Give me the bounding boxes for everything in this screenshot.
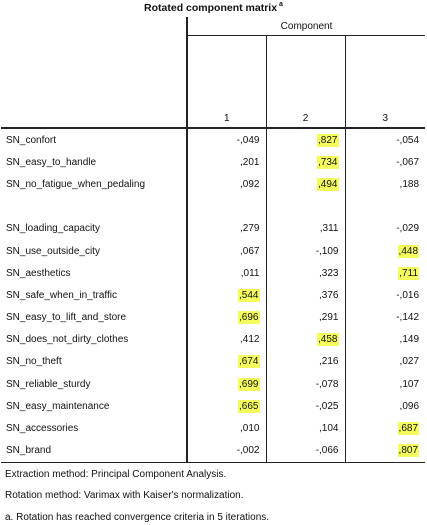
loading-cell-component-2 — [266, 307, 345, 329]
loading-value: ,149 — [399, 334, 420, 346]
loading-value: -,109 — [315, 245, 339, 257]
table-row — [1, 329, 425, 351]
loading-value: ,323 — [319, 267, 339, 279]
header-corner-cell-lower — [1, 36, 187, 129]
table-row — [1, 395, 425, 417]
loading-value: ,279 — [240, 223, 260, 235]
loading-value: ,067 — [240, 245, 260, 257]
loading-cell-component-2 — [266, 151, 345, 173]
header-row-columns — [1, 36, 425, 129]
loading-cell-component-3 — [345, 284, 425, 306]
loading-value: ,711 — [399, 267, 419, 279]
loading-cell-component-2 — [266, 395, 345, 417]
loading-value: ,699 — [239, 378, 259, 390]
loading-value: ,458 — [318, 334, 338, 346]
loading-cell-component-1 — [187, 329, 266, 351]
table-title — [0, 1, 427, 15]
loading-value: ,687 — [398, 423, 419, 435]
loading-value: -,067 — [396, 156, 420, 168]
row-label: SN_easy_to_handle — [1, 151, 187, 173]
loading-value: -,016 — [396, 289, 420, 301]
loading-cell-component-1 — [187, 240, 266, 262]
row-label: SN_aesthetics — [1, 262, 187, 284]
loading-value: ,665 — [239, 400, 259, 412]
loading-value: ,311 — [319, 223, 339, 235]
loading-cell-component-1 — [187, 173, 266, 195]
loading-value: ,107 — [399, 378, 420, 390]
row-label: SN_does_not_dirty_clothes — [1, 329, 187, 351]
row-label: SN_loading_capacity — [1, 218, 187, 240]
table-row — [1, 151, 425, 173]
loading-cell-component-1 — [187, 307, 266, 329]
table-row — [1, 240, 425, 262]
row-label: SN_confort — [1, 128, 187, 151]
loading-value: -,066 — [315, 445, 339, 457]
footnote-rotation-method: Rotation method: Varimax with Kaiser's normalization. — [5, 490, 244, 501]
loading-cell-component-2 — [266, 128, 345, 151]
footnote-convergence: a. Rotation has reached convergence criteria in 5 iterations. — [5, 512, 270, 523]
row-label: SN_accessories — [1, 417, 187, 439]
loading-cell-component-2 — [266, 173, 345, 195]
loading-cell-component-3 — [345, 395, 425, 417]
loading-cell-component-3 — [345, 417, 425, 439]
loading-cell-component-1 — [187, 218, 266, 240]
loading-cell-component-1 — [187, 262, 266, 284]
loading-cell-component-2 — [266, 262, 345, 284]
loading-cell-component-3 — [345, 373, 425, 395]
loading-value: ,376 — [319, 289, 339, 301]
row-label: SN_safe_when_in_traffic — [1, 284, 187, 306]
row-label — [1, 196, 187, 218]
table-row — [1, 218, 425, 240]
row-label: SN_no_fatigue_when_pedaling — [1, 173, 187, 195]
loading-cell-component-1 — [187, 373, 266, 395]
row-label: SN_easy_maintenance — [1, 395, 187, 417]
loading-cell-component-3 — [345, 196, 425, 218]
table-row — [1, 128, 425, 151]
table-title-text: Rotated component matrix — [144, 2, 278, 14]
loading-cell-component-1 — [187, 196, 266, 218]
row-label: SN_no_theft — [1, 351, 187, 373]
loading-value: ,734 — [318, 156, 338, 168]
loading-cell-component-1 — [187, 417, 266, 439]
table-row — [1, 262, 425, 284]
loading-cell-component-3 — [345, 218, 425, 240]
table-row — [1, 440, 425, 463]
loading-value: ,027 — [399, 356, 420, 368]
table-row — [1, 196, 425, 218]
loading-cell-component-3 — [345, 240, 425, 262]
loading-cell-component-2 — [266, 284, 345, 306]
loading-cell-component-3 — [345, 151, 425, 173]
loading-cell-component-1 — [187, 151, 266, 173]
loading-cell-component-1 — [187, 284, 266, 306]
table-row — [1, 351, 425, 373]
loading-cell-component-2 — [266, 218, 345, 240]
loading-value: ,096 — [399, 400, 420, 412]
row-label: SN_use_outside_city — [1, 240, 187, 262]
loading-value: ,011 — [240, 267, 260, 279]
loading-value: ,674 — [239, 356, 259, 368]
header-row-group — [1, 17, 425, 36]
loading-value: ,201 — [240, 156, 260, 168]
loading-cell-component-1 — [187, 440, 266, 463]
loading-cell-component-3 — [345, 351, 425, 373]
loading-value: ,092 — [240, 178, 260, 190]
loading-cell-component-3 — [345, 307, 425, 329]
loading-cell-component-3 — [345, 262, 425, 284]
loading-value: ,827 — [318, 134, 338, 146]
loading-value: ,291 — [319, 312, 339, 324]
table-row — [1, 173, 425, 195]
loading-value: ,412 — [240, 334, 260, 346]
table-row — [1, 417, 425, 439]
loading-value: ,104 — [319, 423, 339, 435]
table-row — [1, 373, 425, 395]
loading-value: ,188 — [399, 178, 420, 190]
loading-value: ,696 — [239, 312, 259, 324]
title-footnote-marker: a — [279, 1, 283, 8]
loading-value: -,029 — [396, 223, 420, 235]
loading-value: ,216 — [319, 356, 339, 368]
row-label: SN_easy_to_lift_and_store — [1, 307, 187, 329]
loading-cell-component-1 — [187, 395, 266, 417]
loading-cell-component-3 — [345, 440, 425, 463]
row-label: SN_brand — [1, 440, 187, 463]
column-header-1: 1 — [187, 36, 266, 129]
footnote-extraction-method: Extraction method: Principal Component Analysis. — [5, 469, 227, 480]
loading-value: ,010 — [240, 423, 260, 435]
loading-value: -,142 — [396, 312, 420, 324]
loading-value: -,025 — [315, 400, 339, 412]
loading-cell-component-3 — [345, 329, 425, 351]
loading-cell-component-3 — [345, 173, 425, 195]
column-header-2: 2 — [266, 36, 345, 129]
loading-value: -,078 — [315, 378, 339, 390]
loading-cell-component-2 — [266, 373, 345, 395]
loading-cell-component-2 — [266, 240, 345, 262]
component-group-header: Component — [187, 17, 425, 36]
loading-value: -,002 — [236, 445, 260, 457]
loading-value: -,054 — [396, 134, 420, 146]
loading-cell-component-1 — [187, 351, 266, 373]
loading-cell-component-2 — [266, 351, 345, 373]
loading-cell-component-1 — [187, 128, 266, 151]
column-header-3: 3 — [345, 36, 425, 129]
loading-cell-component-2 — [266, 417, 345, 439]
header-corner-cell — [1, 17, 187, 36]
loading-value: ,544 — [239, 289, 259, 301]
table-row — [1, 307, 425, 329]
table-row — [1, 284, 425, 306]
loading-cell-component-2 — [266, 440, 345, 463]
loading-cell-component-3 — [345, 128, 425, 151]
loading-value: -,049 — [236, 134, 260, 146]
loading-value: ,807 — [398, 445, 419, 457]
loading-value: ,448 — [398, 245, 419, 257]
loading-value: ,494 — [318, 178, 338, 190]
row-label: SN_reliable_sturdy — [1, 373, 187, 395]
loading-cell-component-2 — [266, 196, 345, 218]
rotated-component-matrix-table — [1, 17, 425, 463]
loading-cell-component-2 — [266, 329, 345, 351]
